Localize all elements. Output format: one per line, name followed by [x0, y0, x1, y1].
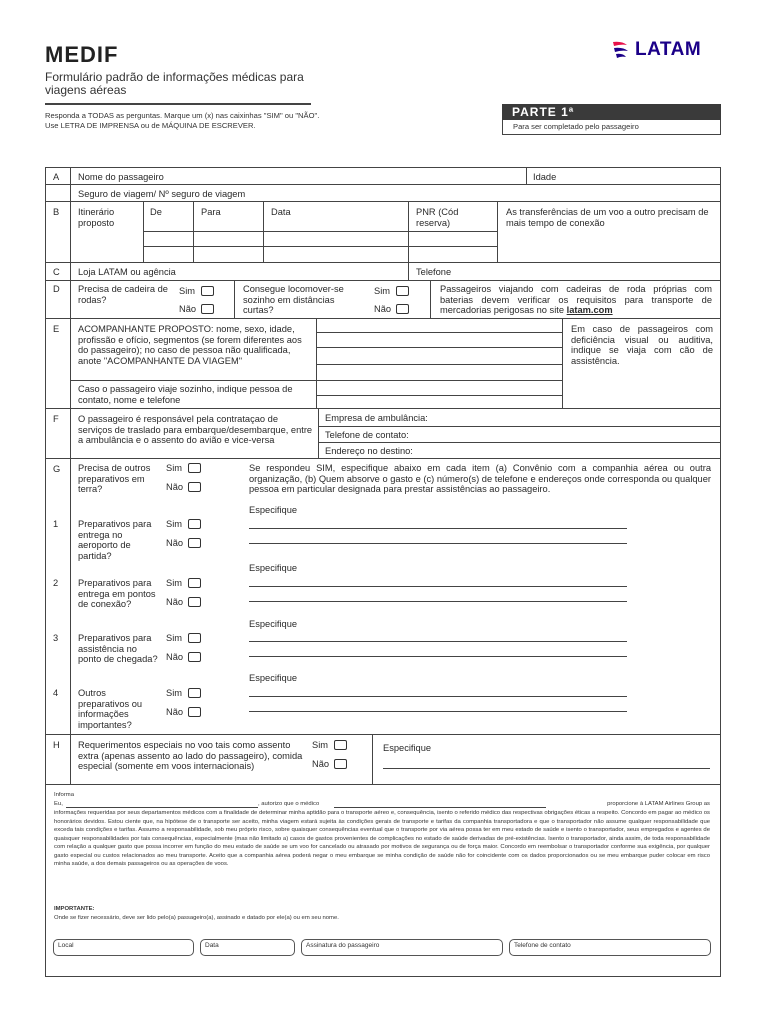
label-transferencias: As transferências de um voo a outro precisam de mais tempo de conexão: [506, 207, 709, 228]
g-item-2-nao-label: Não: [166, 597, 184, 607]
form-title: MEDIF: [45, 42, 119, 67]
label-viaje-sozinho: Caso o passageiro viaje sozinho, indique pessoa de contato, nome e telefone: [78, 384, 293, 405]
g-item-4-sim-label: Sim: [166, 688, 183, 698]
h-nao-checkbox[interactable]: [334, 759, 347, 769]
section-c-letter: C: [53, 267, 60, 277]
g-item-2-line-1[interactable]: [249, 586, 627, 587]
informa-eu-blank[interactable]: [66, 807, 258, 808]
h-especifique: Especifique: [383, 743, 432, 753]
label-loja-latam: Loja LATAM ou agência: [78, 267, 176, 277]
g-item-1-sim-checkbox[interactable]: [188, 519, 201, 529]
h-nao-label: Não: [312, 759, 330, 769]
label-endereco-destino: Endereço no destino:: [325, 446, 413, 456]
d-cadeira-nao-checkbox[interactable]: [201, 304, 214, 314]
d-cadeira-nao-label: Não: [179, 304, 197, 314]
g-outros-sim-checkbox[interactable]: [188, 463, 201, 473]
section-h-letter: H: [53, 740, 60, 750]
g-item-4-num: 4: [53, 688, 59, 698]
part-sub: Para ser completado pelo passageiro: [502, 120, 721, 135]
label-deficiencia: Em caso de passageiros com deficiência visual ou auditiva, indique se viaja com cão de assistência.: [571, 324, 713, 366]
g-outros-nao-label: Não: [166, 482, 184, 492]
d-locomover-sim-checkbox[interactable]: [396, 286, 409, 296]
label-data: Data: [271, 207, 291, 217]
informa-autorizo: , autorizo que o médico: [258, 801, 320, 807]
importante-text: Onde se fizer necessário, deve ser lido pelo(a) passageiro(a), assinado e datado por ele(a) ou em seu nome.: [54, 915, 339, 921]
informa-title: Informa: [54, 792, 74, 798]
g-item-4-nao-label: Não: [166, 707, 184, 717]
section-b-letter: B: [53, 207, 60, 217]
g-outros-sim-label: Sim: [166, 463, 183, 473]
d-locomover-sim-label: Sim: [374, 286, 391, 296]
instructions: Responda a TODAS as perguntas. Marque um (x) nas caixinhas "SIM" ou "NÃO". Use LETRA DE IMPRENSA ou de MÁQUINA DE ESCREVER.: [45, 111, 320, 130]
informa-body: informações requeridas por seus departamentos médicos com a finalidade de determinar minha aptidão para o transporte aéreo e, consequência, isento o referido médico das respectivas obrigações éticas a respeito. Concordo em pagar ao médico os honorários devidos. Estou ciente que, na hipótese de o transporte ser aceito, minha viagem estará sujeita às condições gerais de transporte e tarifas da companhia transportadora e que o transportador não assume qualquer responsabilidade que exceda tais condições e tarifas. Assumo a responsabilidade, sob meu próprio risco, sobre quaisquer consequências eventual que o transporte por via aérea possa ter em meu estado de saúde e isento o transportador, seus empregados e agentes de quaisquer responsabilidades por tais consequências, especialmente (mas não limitado a) casos de gastos provenientes de complicações no estado de saúde derivadas de pré-existências. Isento o transportador, ainda assim, de toda responsabilidade com relação a qualquer gasto que possa incorrer em função do meu estado de saúde se um voo for cancelado ou atrasado por motivos de segurança ou de força maior. Concordo em reembolsar o transportador conforme sua exigência, por qualquer gasto especial ou custos relacionados ao meu transporte. Aceito que a companhia aérea poderá negar o meu embarque se minha condição de saúde não for coincidente com os dados proporcionados ou se meu embarque puder colocar em risco minha saúde, a dos demais passageiros ou as operações de voos.: [54, 810, 710, 867]
d-info-text: Passageiros viajando com cadeiras de roda próprias com baterias devem verificar os requisitos para transporte de mercadorias perigosas no site: [440, 284, 712, 315]
g-item-3-sim-checkbox[interactable]: [188, 633, 201, 643]
data-field[interactable]: [200, 939, 295, 956]
g-item-2-especifique: Especifique: [249, 563, 298, 573]
label-para: Para: [201, 207, 221, 217]
g-item-2-label: Preparativos para entrega em pontos de conexão?: [78, 578, 156, 609]
g-item-2-line-2[interactable]: [249, 601, 627, 602]
g-item-3-line-1[interactable]: [249, 641, 627, 642]
g-item-3-sim-label: Sim: [166, 633, 183, 643]
g-item-1-line-2[interactable]: [249, 543, 627, 544]
label-idade: Idade: [533, 172, 557, 182]
label-pnr: PNR (Cód reserva): [416, 207, 459, 228]
local-field-label: Local: [58, 942, 74, 949]
g-item-2-num: 2: [53, 578, 59, 588]
g-item-3-nao-checkbox[interactable]: [188, 652, 201, 662]
g-item-3-especifique: Especifique: [249, 619, 298, 629]
label-traslado: O passageiro é responsável pela contrataçao de serviços de traslado para embarque/desembarque, entre a ambulância e o assento do avião e vice-versa: [78, 414, 313, 445]
g-item-3-line-2[interactable]: [249, 656, 627, 657]
informa-proporcione: proporcione à LATAM Airlines Group as: [607, 801, 710, 807]
section-d-letter: D: [53, 284, 60, 294]
h-sim-label: Sim: [312, 740, 329, 750]
d-cadeira-sim-checkbox[interactable]: [201, 286, 214, 296]
g-item-2-sim-label: Sim: [166, 578, 183, 588]
section-g-letter: G: [53, 464, 61, 474]
part-label: PARTE 1ª: [502, 104, 721, 120]
informa-eu-line: [54, 800, 710, 809]
local-field[interactable]: [53, 939, 194, 956]
h-especifique-line[interactable]: [383, 768, 710, 769]
label-empresa-ambulancia: Empresa de ambulância:: [325, 413, 428, 423]
title-rule: [45, 103, 311, 105]
g-respondeu-sim-text: Se respondeu SIM, especifique abaixo em cada item (a) Convênio com a companhia aérea ou outra organização, (b) Quem absorve o gasto e (c) número(s) de telefone e endereços onde corresponda ou qualquer pessoa em particular designada para prestar assistências ao passageiro.: [249, 463, 711, 494]
d-cadeira-sim-label: Sim: [179, 286, 196, 296]
label-seguro-viagem: Seguro de viagem/ Nº seguro de viagem: [78, 189, 246, 199]
d-locomover-nao-checkbox[interactable]: [396, 304, 409, 314]
g-item-4-especifique: Especifique: [249, 673, 298, 683]
g-item-3-label: Preparativos para assistência no ponto de chegada?: [78, 633, 158, 664]
g-item-4-label: Outros preparativos ou informações importantes?: [78, 688, 143, 730]
label-cadeira-rodas: Precisa de cadeira de rodas?: [78, 284, 168, 305]
g-item-3-nao-label: Não: [166, 652, 184, 662]
g-item-1-line-1[interactable]: [249, 528, 627, 529]
g-item-2-sim-checkbox[interactable]: [188, 578, 201, 588]
logo-text: LATAM: [635, 39, 702, 60]
label-requerimentos: Requerimentos especiais no voo tais como assento extra (apenas assento ao lado do passageiro), comida especial (somente em voos internacionais): [78, 740, 303, 771]
d-locomover-nao-label: Não: [374, 304, 392, 314]
importante-title: IMPORTANTE:: [54, 906, 95, 912]
d-info-bateria: [440, 284, 712, 316]
label-itinerario: Itinerário proposto: [78, 207, 115, 228]
g-item-4-sim-checkbox[interactable]: [188, 688, 201, 698]
section-e-letter: E: [53, 324, 60, 334]
telefone-contato-field-label: Telefone de contato: [514, 942, 571, 949]
section-f-letter: F: [53, 414, 59, 424]
g-item-1-nao-checkbox[interactable]: [188, 538, 201, 548]
g-item-1-num: 1: [53, 519, 59, 529]
g-item-4-line-2[interactable]: [249, 711, 627, 712]
label-locomover: Consegue locomover-se sozinho em distâncias curtas?: [243, 284, 344, 315]
informa-eu: Eu,: [54, 801, 63, 807]
latam-logo-icon: [610, 39, 632, 61]
label-de: De: [150, 207, 162, 217]
g-item-1-sim-label: Sim: [166, 519, 183, 529]
label-telefone-contato: Telefone de contato:: [325, 430, 409, 440]
form-subtitle: Formulário padrão de informações médicas para viagens aéreas: [45, 70, 304, 97]
latam-link[interactable]: latam.com: [566, 305, 613, 315]
data-field-label: Data: [205, 942, 219, 949]
assinatura-field[interactable]: [301, 939, 503, 956]
h-sim-checkbox[interactable]: [334, 740, 347, 750]
telefone-contato-field[interactable]: [509, 939, 711, 956]
label-nome-passageiro: Nome do passageiro: [78, 172, 164, 182]
section-a-letter: A: [53, 172, 60, 182]
g-item-4-line-1[interactable]: [249, 696, 627, 697]
label-telefone: Telefone: [416, 267, 452, 277]
g-item-2-nao-checkbox[interactable]: [188, 597, 201, 607]
g-item-1-label: Preparativos para entrega no aeroporto de partida?: [78, 519, 152, 561]
label-acompanhante: ACOMPANHANTE PROPOSTO: nome, sexo, idade, profissão e ofício, segmentos (se forem diferentes aos do passageiro); no caso de pessoa não qualificada, anote "ACOMPANHANTE DA VIAGEM": [78, 324, 302, 366]
g-item-1-nao-label: Não: [166, 538, 184, 548]
informa-medico-blank[interactable]: [334, 807, 546, 808]
latam-logo: [610, 38, 725, 62]
assinatura-field-label: Assinatura do passageiro: [306, 942, 380, 949]
g-item-4-nao-checkbox[interactable]: [188, 707, 201, 717]
g-item-3-num: 3: [53, 633, 59, 643]
g-item-1-especifique: Especifique: [249, 505, 298, 515]
label-outros-preparativos: Precisa de outros preparativos em terra?: [78, 463, 151, 494]
g-outros-nao-checkbox[interactable]: [188, 482, 201, 492]
